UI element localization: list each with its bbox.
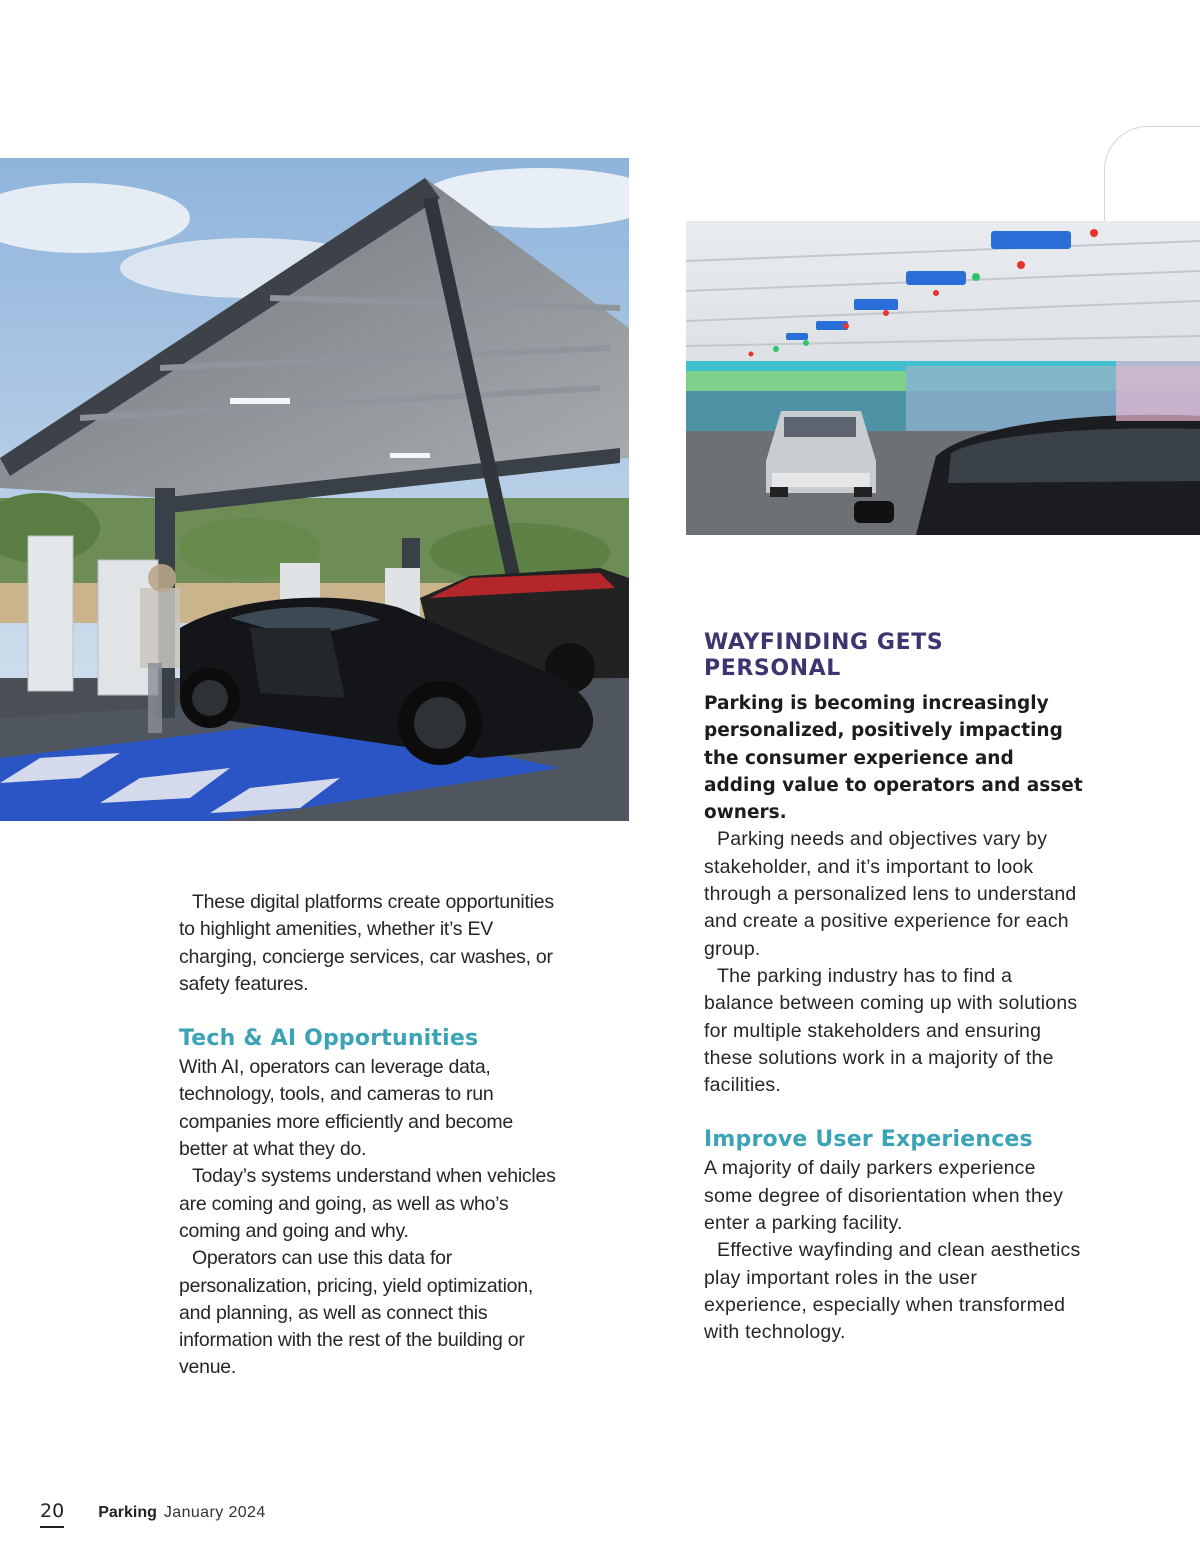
- paragraph: Effective wayfinding and clean aesthetics play important roles in the user experience, especially when transformed with technology.: [704, 1239, 1081, 1344]
- paragraph: Parking needs and objectives vary by stakeholder, and it’s important to look through a personalized lens to understand and create a positive experience for each group.: [704, 828, 1077, 960]
- lead-paragraph: Parking is becoming increasingly personalized, positively impacting the consumer experience and adding value to operators and asset owners.: [704, 693, 1083, 824]
- page-footer: [40, 1500, 266, 1530]
- paragraph: A majority of daily parkers experience some degree of disorientation when they enter a parking facility.: [704, 1157, 1064, 1235]
- article-heading: WAYFINDING GETS PERSONAL: [704, 630, 944, 681]
- paragraph: Operators can use this data for personalization, pricing, yield optimization, and planning, as well as connect this information with the rest of the building or venue.: [179, 1247, 534, 1379]
- ev-charging-illustration: [0, 158, 629, 821]
- paragraph: With AI, operators can leverage data, technology, tools, and cameras to run companies more efficiently and become better at what they do.: [179, 1056, 513, 1161]
- magazine-name: Parking: [98, 1504, 157, 1521]
- page-number: 20: [40, 1500, 64, 1528]
- parking-garage-photo: [686, 221, 1200, 535]
- left-column: [179, 889, 559, 1382]
- parking-garage-illustration: [686, 221, 1200, 535]
- section-heading-user-experiences: Improve User Experiences: [704, 1127, 1033, 1153]
- paragraph: Today’s systems understand when vehicles are coming and going, as well as who’s coming and going and why.: [179, 1165, 556, 1242]
- intro-paragraph: These digital platforms create opportunities to highlight amenities, whether it’s EV charging, concierge services, car washes, or safety features.: [179, 891, 554, 995]
- section-heading-tech-ai: Tech & AI Opportunities: [179, 1026, 479, 1052]
- paragraph: The parking industry has to find a balance between coming up with solutions for multiple stakeholders and ensuring these solutions work in a majority of the facilities.: [704, 964, 1078, 1097]
- ev-charging-photo: [0, 158, 629, 821]
- issue-date: January 2024: [163, 1504, 266, 1521]
- right-column: [704, 630, 1084, 1347]
